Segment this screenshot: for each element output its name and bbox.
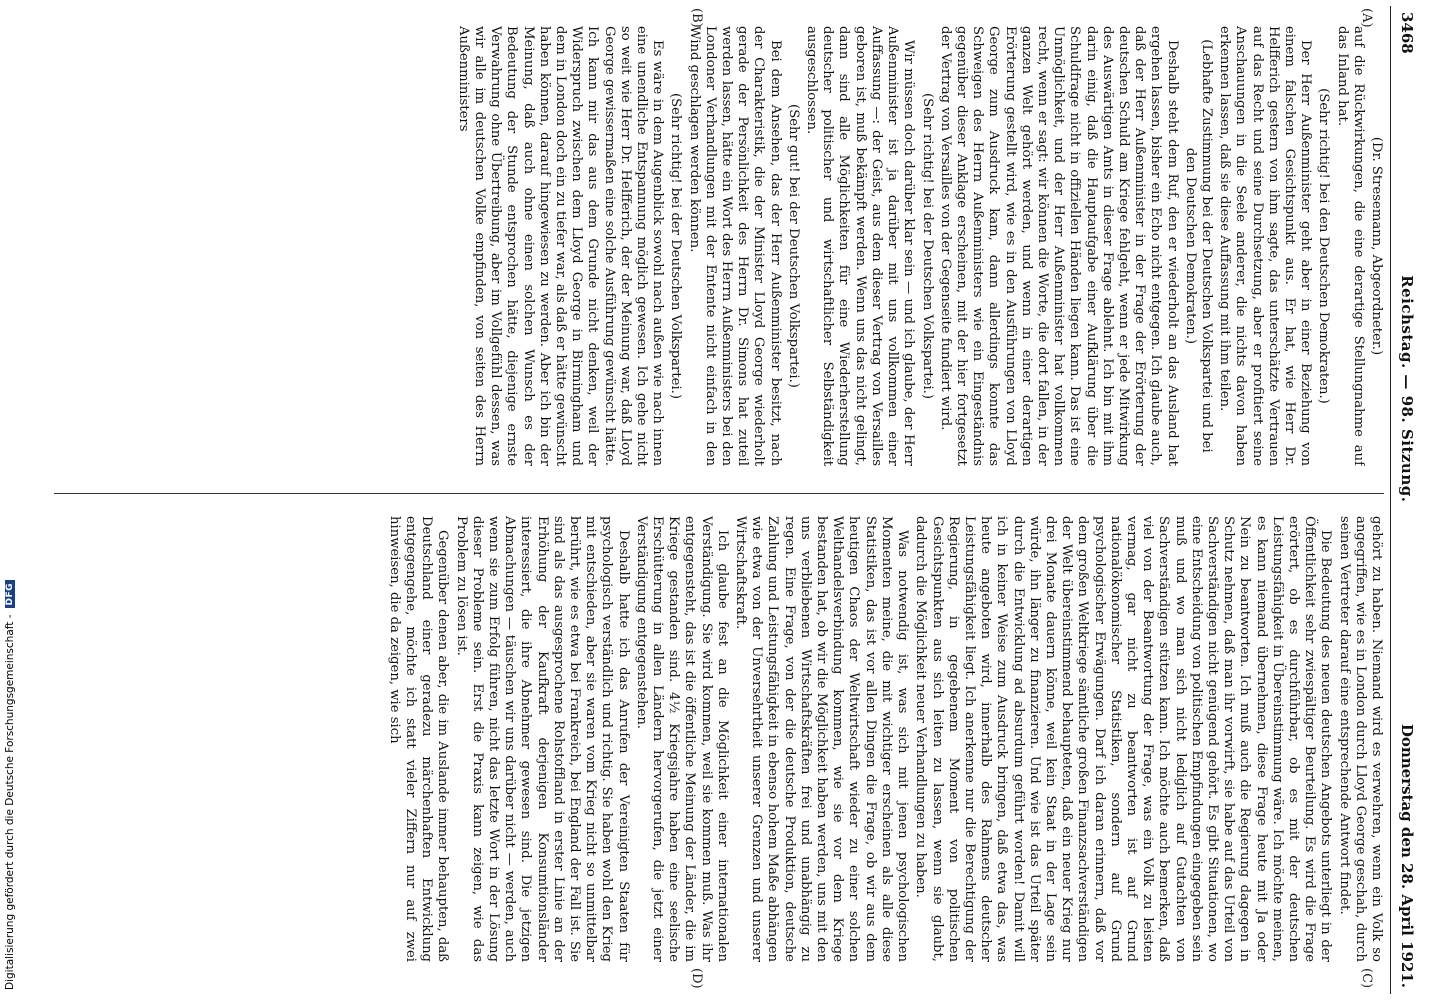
speaker-line: (Dr. Stresemann, Abgeordneter.) [1369,136,1384,356]
running-head-date: Donnerstag den 28. April 1921. [1398,723,1417,988]
paragraph: auf die Rückwirkungen, die eine derartige Stellungnahme auf das Inland hat. [1334,26,1366,466]
column-divider [54,493,1384,494]
running-head [1390,6,1424,994]
paragraph: Die Bedeutung des neuen deutschen Angebots unterliegt in der Öffentlichkeit sehr zwiespältiger Beurteilung. Es wird die Frage erörtert, ob es durchführbar, ob es mit der deutschen Leistungsfähigkeit in Übereinstimmung wäre. Ich möchte meinen, es kann niemand übernehmen, diese Frage heute mit Ja oder Nein zu beantworten. Ich muß auch die Regierung dagegen in Schutz nehmen, daß man ihr vorwirft, sie habe auf das Urteil von Sachverständigen nicht genügend gehört. Es gibt Situationen, wo eine Entscheidung von politischen Empfindungen eingegeben sein muß und wo man sich nicht lediglich auf Gutachten von Sachverständigen stützen kann. Ich möchte auch bemerken, daß viel von der Beantwortung der Frage, was ein Volk zu leisten vermag, gar nicht zu beantworten ist auf Grund nationalökonomischer Statistiken, sondern auf Grund psychologischer Erwägungen. Darf ich daran erinnern, daß vor dem großen Weltkriege sämtliche großen Finanzsachverständigen der Welt übereinstimmend behaupteten, daß ein neuer Krieg nur drei Monate dauern könne, weil kein Staat in der Lage sein würde, ihn länger zu finanzieren. Und wie ist das Urteil später durch die Entwicklung ad absurdum geführt worden! Damit will ich in keiner Weise zum Ausdruck bringen, daß etwa das, was heute angeboten wird, innerhalb des Rahmens deutscher Leistungsfähigkeit liegt. Ich anerkenne nur die Berechtigung der Regierung, in gegebenem Moment von politischen Gesichtspunkten aus sich leiten zu lassen, wenn sie glaubt, dadurch die Möglichkeit neuer Verhandlungen zu haben. [913,516,1334,962]
paragraph: Deshalb hatte ich das Anrufen der Vereinigten Staaten für psychologisch verständlich und richtig. Sie haben wohl den Krieg mit entschieden, aber sie waren vom Krieg nicht so unmittelbar berührt, wie es etwa bei Frankreich, bei England der Fall ist. Sie sind als das ausgesprochene Rohstoffland in erster Linie an der Erhöhung der Kaufkraft derjenigen Konsumtionsländer interessiert, die ihre Abnehmer gewesen sind. Die jetzigen Abmachungen — täuschen wir uns darüber nicht — werden, auch wenn sie zum Erfolg führen, nicht das letzte Wort in der Lösung dieser Probleme sein. Erst die Praxis kann zeigen, wie das Problem zu lösen ist. [453,516,631,962]
paragraph: gehört zu haben. Niemand wird es verwehren, wenn ein Volk so angegriffen, wie es in London durch Lloyd George geschah, durch seinen Vertreter darauf eine entsprechende Antwort findet. [1336,516,1384,962]
left-column [44,26,1384,466]
interjection: (Sehr gut! bei der Deutschen Volkspartei.) [785,104,801,388]
margin-letter-a: (A) [1359,8,1374,28]
paragraph: Was notwendig ist, was sich mit jenen psychologischen Momenten meine, die mit wichtiger erscheinen als alle diese Statistiken, das ist vor allen Dingen die Frage, ob wir aus dem heutigen Chaos der Weltwirtschaft wieder zu einer solchen Welthandelsverbindung kommen, wie sie vor dem Kriege bestanden hat, ob wir die Möglichkeit haben werden, uns mit den uns verbliebenen Wirtschaftskräften frei und unabhängig zu regen. Eine Frage, von der die deutsche Produktion, deutsche Zahlung und Leistungsfähigkeit in ebenso hohem Maße abhängen wie etwa von der Unversehrtheit unserer Grenzen und unserer Wirtschaftskraft. [733,516,911,962]
interjection: (Sehr richtig! bei der Deutschen Volkspartei.) [919,92,935,400]
dfg-logo: DFG [5,580,15,609]
margin-letter-d: (D) [689,968,704,989]
paragraph: Es wäre in dem Augenblick sowohl nach außen wie nach innen eine unendliche Entspannung möglich gewesen. Ich gehe nicht so weit wie Herr Dr. Helfferich, der der Meinung war, daß Lloyd George gewissermaßen eine solche Ausführung gewünscht hätte. Ich kann mir das aus dem Grunde nicht denken, weil der Widerspruch zwischen dem Lloyd George in Birmingham und dem in London doch ein zu tiefer war, als daß er hätte gewünscht haben können, darauf hingewiesen zu werden. Aber ich bin der Meinung, daß auch ohne einen solchen Wunsch es der Bedeutung der Stunde entsprochen hätte, diejenige ernste Verwahrung ohne Übertreibung, aber im Vollgefühl dessen, was wir alle im deutschen Volke empfinden, von seiten des Herrn Außenministers [455,26,666,466]
interjection: (Lebhafte Zustimmung bei der Deutschen Volkspartei und bei den Deutschen Demokraten.) [1182,39,1214,453]
scanned-page [30,6,1424,994]
right-column [44,516,1384,962]
footer-strip [2,0,18,1000]
paragraph: Bei dem Ansehen, das der Herr Außenminister besitzt, nach der Charakteristik, die der Minister Lloyd George wiederholt gerade der Persönlichkeit des Herrn Dr. Simons hat zuteil werden lassen, hätte ein Wort des Herrn Außenministers bei den Londoner Verhandlungen mit der Entente nicht einfach in den Wind geschlagen werden können. [686,26,783,466]
running-head-title: Reichstag. — 98. Sitzung. [1398,275,1417,503]
page-number: 3468 [1398,12,1417,54]
footer-attribution: Digitalisierung gefördert durch die Deutsche Forschungsgemeinschaft - [4,614,16,990]
paragraph: Wir müssen doch darüber klar sein — und ich glaube, der Herr Außenminister ist ja darüber mit uns vollkommen einer Auffassung —: der Geist, aus dem dieser Vertrag von Versailles geboren ist, muß bekämpft werden. Wenn uns das nicht gelingt, dann sind alle Möglichkeiten für eine Wiederherstellung deutscher politischer und wirtschaftlicher Selbständigkeit ausgeschlossen. [804,26,917,466]
interjection: (Sehr richtig! bei den Deutschen Demokraten.) [1316,88,1332,404]
margin-letter-c: (C) [1359,968,1374,989]
paragraph: Gegenüber denen aber, die im Auslande immer behaupten, daß Deutschland einer geradezu märchenhaften Entwicklung entgegengehe, möchte ich statt vieler Ziffern nur auf zwei hinweisen, die da zeigen, wie sich [386,516,451,962]
paragraph: Der Herr Außenminister geht aber in einer Beziehung von einem falschen Gesichtspunkt aus. Er hat, wie Herr Dr. Helfferich gestern von ihm sagte, das unterschätzte Vertrauen auf das Recht und seine Durchsetzung, aber er profitiert seine Anschauungen in die Seele anderer, die nichts davon haben erkennen lassen, daß sie diese Auffassung mit ihm teilen. [1217,26,1314,466]
paragraph: Deshalb steht dem Ruf, den er wiederholt an das Ausland hat ergehen lassen, bisher ein Echo nicht entgegen. Ich glaube auch, daß der Herr Außenminister in der Frage der Erörterung der deutschen Schuld am Kriege fehlgeht, wenn er jede Mitwirkung des Auswärtigen Amts in dieser Frage ablehnt. Ich bin mit ihm darin einig, daß die Hauptaufgabe einer Aufklärung über die Schuldfrage nicht in offiziellen Händen liegen kann. Das ist eine Unmöglichkeit, und der Herr Außenminister hat vollkommen recht, wenn er sagt: wir können die Worte, die dort fallen, in der ganzen Welt gehört werden, und wenn in einer derartigen Erörterung gestellt wird, wie es in den Ausführungen von Lloyd George zum Ausdruck kam, dann allerdings konnte das Schweigen des Herrn Außenministers wie ein Eingeständnis gegenüber dieser Anklage erscheinen, mit der hier fortgesetzt der Vertrag von Versailles von der Gegenseite fundiert wird. [937,26,1180,466]
margin-letter-b: (B) [689,8,704,28]
paragraph: Ich glaube fest an die Möglichkeit einer internationalen Verständigung. Sie wird kommen, weil sie kommen muß. Was ihr entgegensteht, das ist die öffentliche Meinung der Länder, die im Kriege gestanden sind. 4½ Kriegsjahre haben eine seelische Erschütterung in allen Ländern hervorgerufen, die jetzt einer Verständigung entgegenstehen. [633,516,730,962]
interjection: (Sehr richtig! bei der Deutschen Volkspartei.) [668,92,684,400]
